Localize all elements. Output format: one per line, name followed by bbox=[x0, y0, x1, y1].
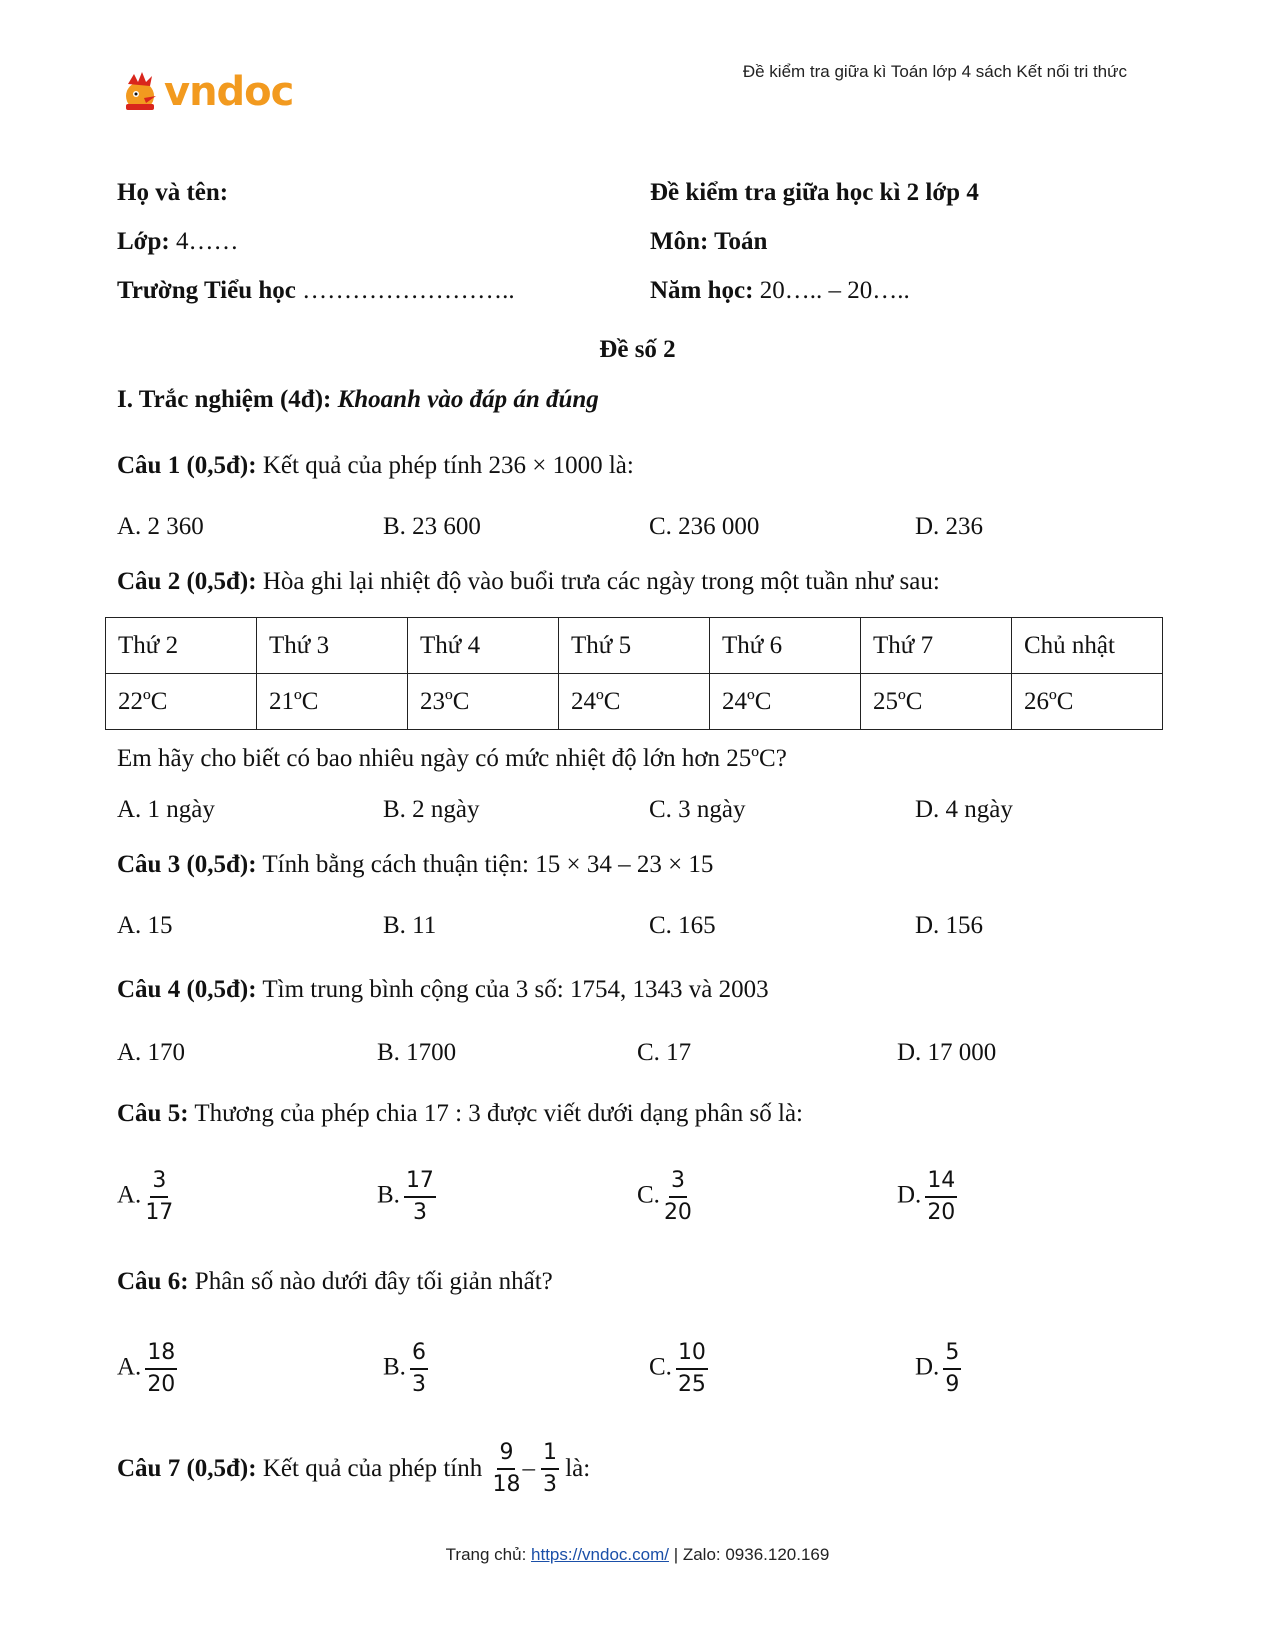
table-cell: Thứ 3 bbox=[257, 618, 408, 674]
option-a[interactable]: A. 15 bbox=[117, 912, 173, 939]
question-text: Hòa ghi lại nhiệt độ vào buổi trưa các ngày trong một tuần như sau: bbox=[256, 568, 940, 595]
fraction: $\frac{9}{18}$ bbox=[492, 1440, 521, 1497]
question-2 bbox=[117, 568, 940, 596]
option-d[interactable]: D. $\frac{5}{9}$ bbox=[915, 1340, 960, 1397]
section-label: I. Trắc nghiệm (4đ): bbox=[117, 386, 332, 413]
question-text-end: là: bbox=[558, 1455, 591, 1482]
option-d[interactable]: D. 17 000 bbox=[897, 1039, 997, 1066]
question-1 bbox=[117, 452, 634, 480]
minus-operator: – bbox=[522, 1455, 535, 1482]
option-a[interactable]: A. 2 360 bbox=[117, 513, 204, 540]
question-label: Câu 2 (0,5đ): bbox=[117, 568, 257, 595]
question-text: Tìm trung bình cộng của 3 số: 1754, 1343 và 2003 bbox=[256, 976, 769, 1003]
question-6 bbox=[117, 1268, 553, 1296]
question-label: Câu 3 (0,5đ): bbox=[117, 851, 257, 878]
option-a[interactable]: A. $\frac{18}{20}$ bbox=[117, 1340, 176, 1397]
option-b[interactable]: B. 2 ngày bbox=[383, 796, 480, 823]
question-label: Câu 7 (0,5đ): bbox=[117, 1455, 257, 1482]
question-3 bbox=[117, 851, 713, 879]
school-value: …………………….. bbox=[295, 276, 515, 304]
subject-value: Toán bbox=[708, 227, 768, 255]
option-c[interactable]: C. $\frac{10}{25}$ bbox=[649, 1340, 706, 1397]
name-label: Họ và tên: bbox=[117, 178, 229, 206]
table-row bbox=[106, 674, 1163, 730]
home-link[interactable]: https://vndoc.com/ bbox=[531, 1545, 669, 1564]
question-text: Thương của phép chia 17 : 3 được viết dưới dạng phân số là: bbox=[188, 1100, 803, 1127]
table-cell: 24ºC bbox=[710, 674, 861, 730]
option-c[interactable]: C. 17 bbox=[637, 1039, 692, 1066]
table-cell: Thứ 6 bbox=[710, 618, 861, 674]
option-a[interactable]: A. $\frac{3}{17}$ bbox=[117, 1168, 174, 1225]
option-c[interactable]: C. 236 000 bbox=[649, 513, 760, 540]
option-b[interactable]: B. 1700 bbox=[377, 1039, 457, 1066]
class-label: Lớp: bbox=[117, 227, 170, 255]
section-instruction: Khoanh vào đáp án đúng bbox=[331, 386, 599, 413]
q2-question: Em hãy cho biết có bao nhiêu ngày có mức nhiệt độ lớn hơn 25ºC? bbox=[117, 745, 787, 772]
question-label: Câu 1 (0,5đ): bbox=[117, 452, 257, 479]
home-label: Trang chủ: bbox=[445, 1545, 532, 1564]
option-d[interactable]: D. 236 bbox=[915, 513, 984, 540]
section-heading bbox=[117, 386, 599, 414]
zalo-contact: | Zalo: 0936.120.169 bbox=[668, 1545, 830, 1564]
option-a[interactable]: A. 170 bbox=[117, 1039, 186, 1066]
question-label: Câu 6: bbox=[117, 1268, 189, 1295]
option-b[interactable]: B. $\frac{6}{3}$ bbox=[383, 1340, 426, 1397]
question-text: Kết quả của phép tính bbox=[256, 1455, 489, 1482]
option-d[interactable]: D. 4 ngày bbox=[915, 796, 1013, 823]
table-cell: 21ºC bbox=[257, 674, 408, 730]
option-a[interactable]: A. 1 ngày bbox=[117, 796, 215, 823]
table-cell: Chủ nhật bbox=[1012, 618, 1163, 674]
table-cell: Thứ 7 bbox=[861, 618, 1012, 674]
fraction: $\frac{1}{3}$ bbox=[542, 1440, 557, 1497]
question-text: Kết quả của phép tính 236 × 1000 là: bbox=[256, 452, 634, 479]
year-label: Năm học: bbox=[650, 276, 754, 304]
year-value: 20….. – 20….. bbox=[753, 276, 910, 304]
option-c[interactable]: C. $\frac{3}{20}$ bbox=[637, 1168, 692, 1225]
mascot-icon bbox=[118, 70, 162, 114]
option-b[interactable]: B. 11 bbox=[383, 912, 437, 939]
exam-title: Đề kiểm tra giữa học kì 2 lớp 4 bbox=[650, 178, 979, 206]
table-row bbox=[106, 618, 1163, 674]
table-cell: 25ºC bbox=[861, 674, 1012, 730]
class-value: 4…… bbox=[169, 227, 239, 255]
table-cell: 24ºC bbox=[559, 674, 710, 730]
question-5 bbox=[117, 1100, 803, 1128]
table-cell: Thứ 5 bbox=[559, 618, 710, 674]
page-header-title: Đề kiểm tra giữa kì Toán lớp 4 sách Kết nối tri thức bbox=[742, 62, 1127, 81]
table-cell: 26ºC bbox=[1012, 674, 1163, 730]
page-footer bbox=[0, 1545, 1275, 1565]
question-text: Tính bằng cách thuận tiện: 15 × 34 – 23 × 15 bbox=[256, 851, 714, 878]
temperature-table bbox=[105, 617, 1163, 730]
option-c[interactable]: C. 3 ngày bbox=[649, 796, 746, 823]
option-c[interactable]: C. 165 bbox=[649, 912, 716, 939]
table-cell: Thứ 2 bbox=[106, 618, 257, 674]
table-cell: 23ºC bbox=[408, 674, 559, 730]
student-info bbox=[117, 168, 1157, 315]
question-text: Phân số nào dưới đây tối giản nhất? bbox=[188, 1268, 553, 1295]
question-label: Câu 4 (0,5đ): bbox=[117, 976, 257, 1003]
logo-text: vndoc bbox=[164, 69, 294, 115]
option-d[interactable]: D. $\frac{14}{20}$ bbox=[897, 1168, 956, 1225]
vndoc-logo[interactable] bbox=[118, 70, 293, 114]
question-7 bbox=[117, 1440, 590, 1498]
option-b[interactable]: B. 23 600 bbox=[383, 513, 481, 540]
option-b[interactable]: B. $\frac{17}{3}$ bbox=[377, 1168, 434, 1225]
exam-number: Đề số 2 bbox=[599, 336, 676, 363]
table-cell: Thứ 4 bbox=[408, 618, 559, 674]
question-label: Câu 5: bbox=[117, 1100, 189, 1127]
table-cell: 22ºC bbox=[106, 674, 257, 730]
subject-label: Môn: bbox=[650, 227, 709, 255]
question-4 bbox=[117, 976, 769, 1004]
school-label: Trường Tiểu học bbox=[117, 276, 296, 304]
option-d[interactable]: D. 156 bbox=[915, 912, 984, 939]
